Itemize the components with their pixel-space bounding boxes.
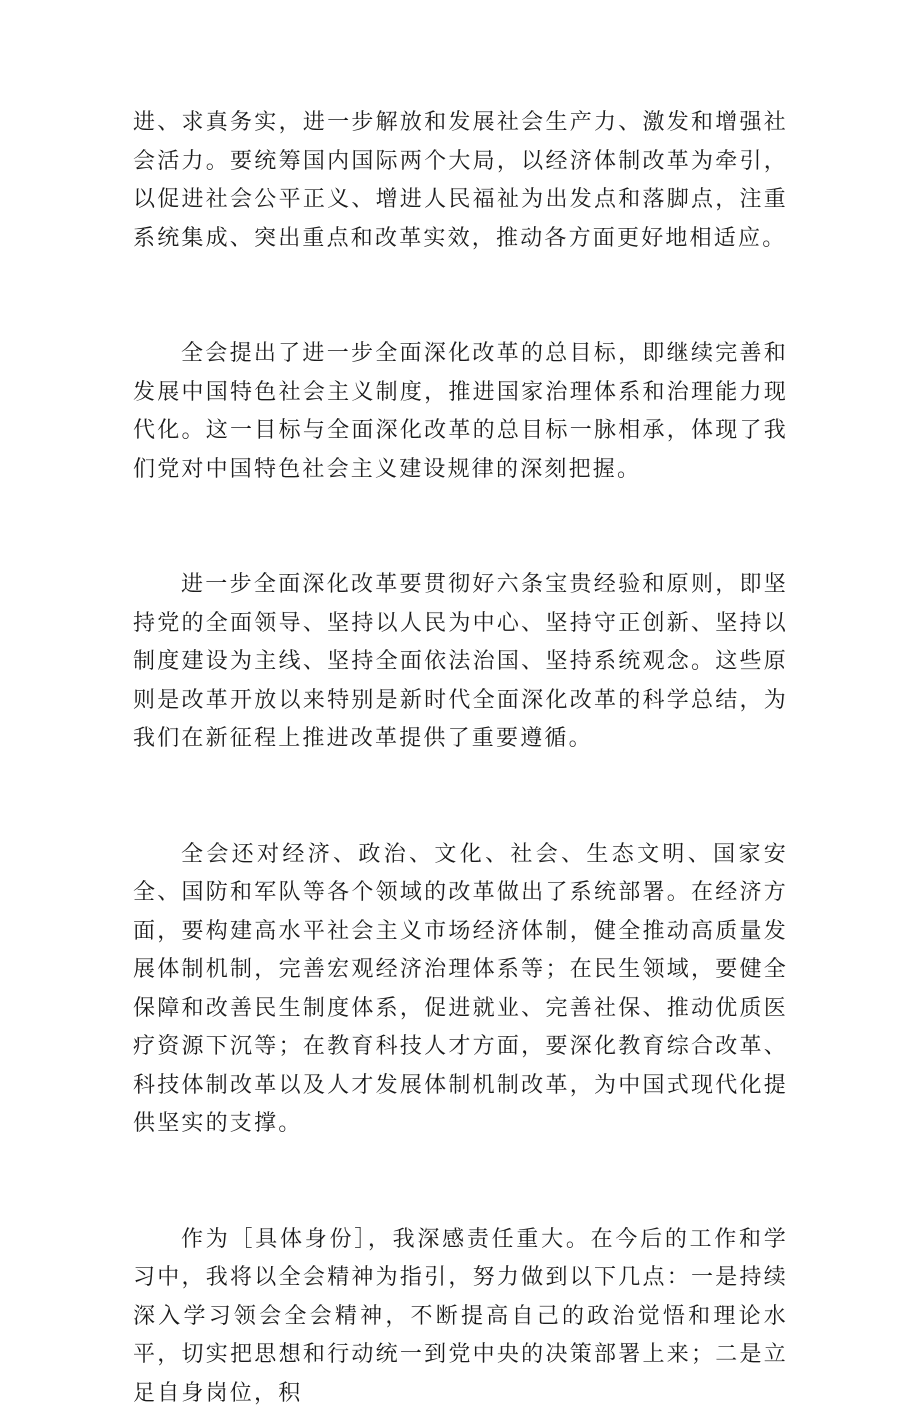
document-body [133, 104, 788, 1413]
paragraph-reform-deployment: 全会还对经济、政治、文化、社会、生态文明、国家安全、国防和军队等各个领域的改革做出了系统部署。在经济方面，要构建高水平社会主义市场经济体制，健全推动高质量发展体制机制，完善宏观经济治理体系等；在民生领域，要健全保障和改善民生制度体系，促进就业、完善社保、推动优质医疗资源下沉等；在教育科技人才方面，要深化教育综合改革、科技体制改革以及人才发展体制机制改革，为中国式现代化提供坚实的支撑。 [133, 836, 788, 1144]
paragraph-overall-goal: 全会提出了进一步全面深化改革的总目标，即继续完善和发展中国特色社会主义制度，推进国家治理体系和治理能力现代化。这一目标与全面深化改革的总目标一脉相承，体现了我们党对中国特色社会主义建设规律的深刻把握。 [133, 335, 788, 489]
paragraph-personal-commitment: 作为［具体身份］，我深感责任重大。在今后的工作和学习中，我将以全会精神为指引，努力做到以下几点：一是持续深入学习领会全会精神，不断提高自己的政治觉悟和理论水平，切实把思想和行动统一到党中央的决策部署上来；二是立足自身岗位，积 [133, 1221, 788, 1413]
paragraph-continuation: 进、求真务实，进一步解放和发展社会生产力、激发和增强社会活力。要统筹国内国际两个大局，以经济体制改革为牵引，以促进社会公平正义、增进人民福祉为出发点和落脚点，注重系统集成、突出重点和改革实效，推动各方面更好地相适应。 [133, 104, 788, 258]
paragraph-principles: 进一步全面深化改革要贯彻好六条宝贵经验和原则，即坚持党的全面领导、坚持以人民为中心、坚持守正创新、坚持以制度建设为主线、坚持全面依法治国、坚持系统观念。这些原则是改革开放以来特别是新时代全面深化改革的科学总结，为我们在新征程上推进改革提供了重要遵循。 [133, 566, 788, 759]
